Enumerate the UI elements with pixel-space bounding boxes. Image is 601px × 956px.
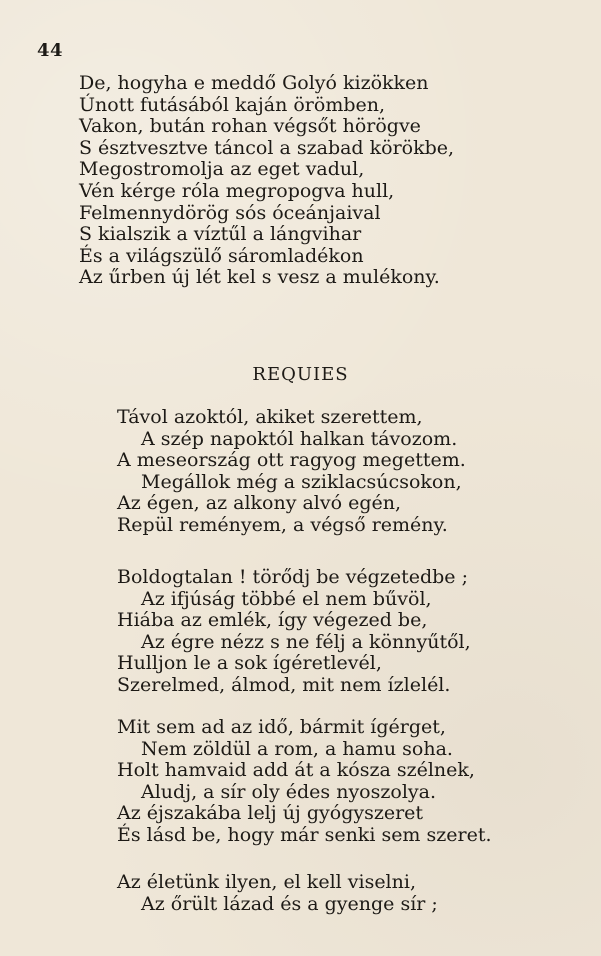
stanza-4 [117,872,537,915]
poem-line: Szerelmed, álmod, mit nem ízlelél. [117,673,451,696]
poem-line: Hulljon le a sok ígéretlevél, [117,652,382,675]
poem-line: Vakon, bután rohan végsőt hörögve [79,115,421,138]
poem-line: A szép napoktól halkan távozom. [141,427,458,450]
poem-line: Az életünk ilyen, el kell viselni, [117,871,416,893]
poem-title: REQUIES [252,364,349,385]
stanza-2 [117,567,537,697]
poem-line: És lásd be, hogy már senki sem szeret. [117,823,492,846]
poem-line: Az űrben új lét kel s vesz a mulékony. [79,266,440,289]
poem-line: Felmennydörög sós óceánjaival [79,201,381,224]
page-number: 44 [37,40,64,61]
poem-line: Megállok még a sziklacsúcsokon, [141,470,462,493]
poem-line: De, hogyha e meddő Golyó kizökken [79,72,429,94]
poem-line: Boldogtalan ! törődj be végzetedbe ; [117,566,468,588]
poem-line: Aludj, a sír oly édes nyoszolya. [141,780,437,803]
poem-line: Az égen, az alkony alvó egén, [117,492,402,515]
poem-line: Repül reményem, a végső remény. [117,513,448,536]
stanza-1 [117,407,537,537]
poem-line: Az éjszakába lelj új gyógyszeret [117,802,424,825]
poem-line: Az őrült lázad és a gyenge sír ; [141,892,438,915]
poem-line: Megostromolja az eget vadul, [79,158,365,181]
poem-line: Únott futásából kaján örömben, [79,93,386,116]
poem-line: A meseország ott ragyog megettem. [117,449,466,472]
poem-line: Holt hamvaid add át a kósza szélnek, [117,759,475,782]
poem-line: Mit sem ad az idő, bármit ígérget, [117,716,446,738]
poem-line: Nem zöldül a rom, a hamu soha. [141,737,453,760]
poem-line: Vén kérge róla megropogva hull, [79,179,395,202]
poem-line: S észtvesztve táncol a szabad körökbe, [79,136,455,159]
poem-line: Hiába az emlék, így végezed be, [117,609,428,632]
poem-line: És a világszülő sáromladékon [79,244,364,267]
poem-line: Az ifjúság többé el nem bűvöl, [141,587,432,610]
stanza-3 [117,717,537,847]
opening-stanza [79,73,549,289]
poem-line: S kialszik a víztűl a lángvihar [79,223,362,246]
poem-line: Az égre nézz s ne félj a könnyűtől, [141,630,471,653]
poem-line: Távol azoktól, akiket szerettem, [117,406,423,428]
